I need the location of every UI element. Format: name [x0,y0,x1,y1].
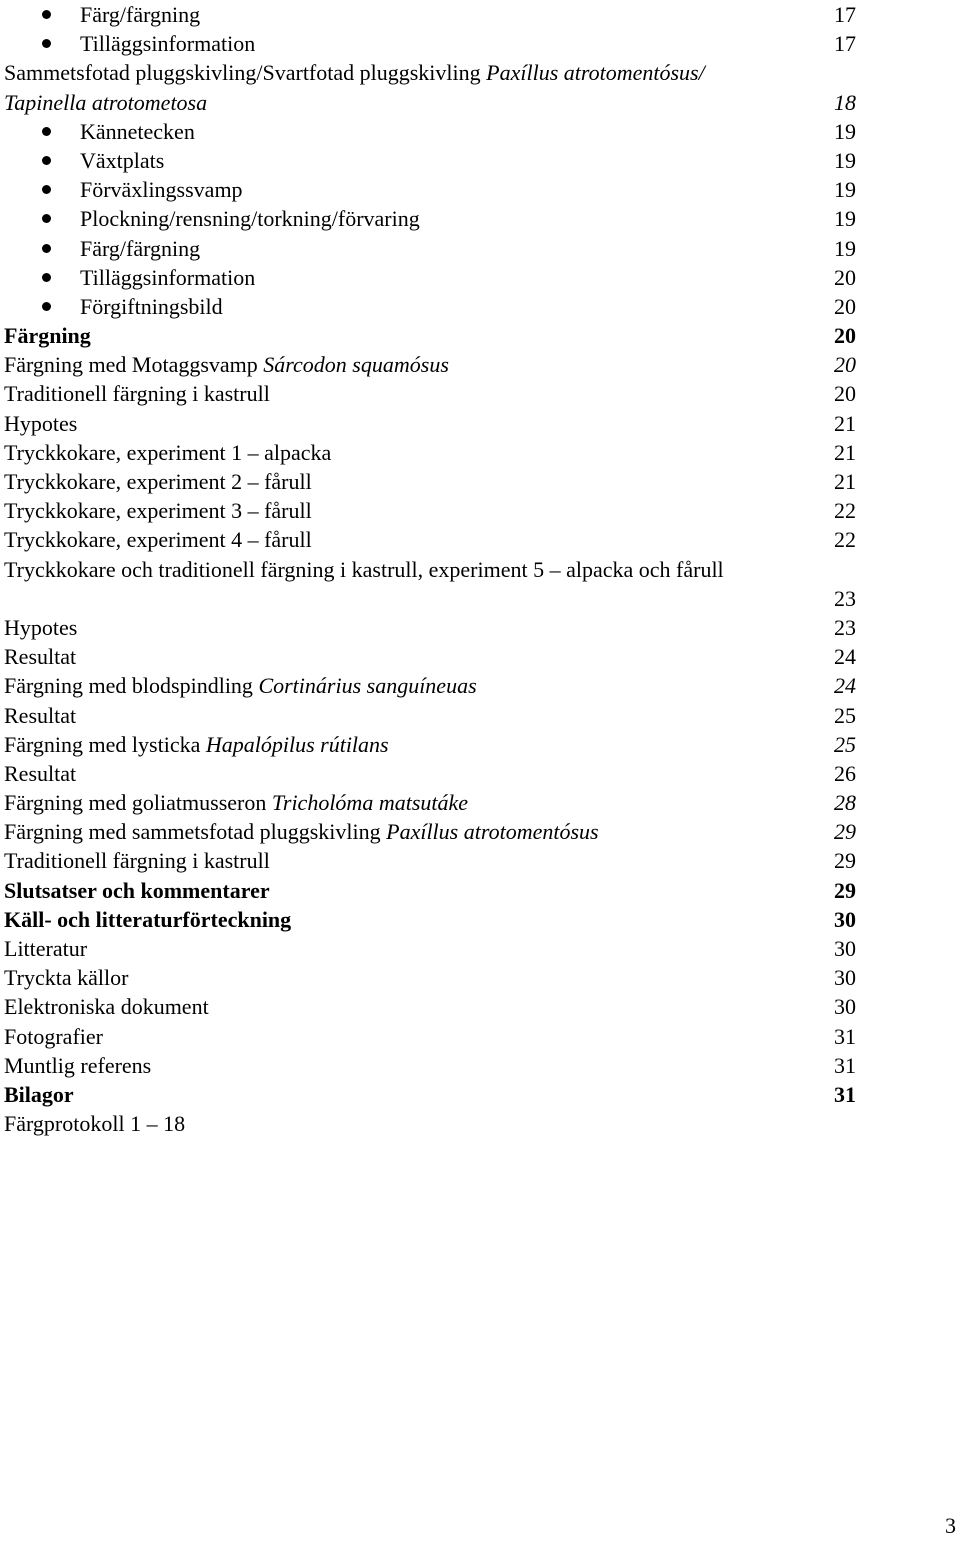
toc-entry [4,234,856,263]
toc-entry-text: Växtplats [80,147,165,173]
toc-entry [4,934,856,963]
toc-page-number: 19 [834,147,856,173]
toc-entry-text: Tryckkokare och traditionell färgning i kastrull, experiment 5 – alpacka och fårull [4,556,724,582]
toc-page-number: 30 [834,906,856,932]
toc-page-number: 19 [834,118,856,144]
toc-entry-title [4,992,209,1021]
bullet-icon [42,214,51,223]
toc-entry [4,992,856,1021]
toc-entry [4,467,856,496]
toc-entry-text: Tilläggsinformation [80,31,256,57]
toc-entry [4,175,856,204]
toc-entry-text: Hypotes [4,410,78,436]
toc-entry-title [4,701,76,730]
toc-entry-text: Traditionell färgning i kastrull [4,848,270,874]
toc-entry-text: Färgning med sammetsfotad pluggskivling [4,819,387,845]
toc-entry [4,496,856,525]
toc-entry [4,1080,856,1109]
toc-entry [4,730,856,759]
toc-entry-title [4,467,312,496]
toc-entry [4,846,856,875]
toc-entry [4,204,856,233]
toc-entry [4,350,856,379]
toc-entry-title [4,1051,151,1080]
toc-entry-text: Litteratur [4,936,88,961]
toc-entry-title [4,438,331,467]
toc-page-number: 18 [834,89,856,115]
toc-entry-text: Tricholóma matsutáke [271,790,469,816]
toc-page-number: 24 [834,673,856,699]
toc-entry [4,438,856,467]
toc-entry-text: Färg/färgning [80,2,201,27]
toc-entry-title [4,934,87,963]
toc-page-number: 30 [834,965,856,991]
toc-page-number: 21 [834,469,856,494]
toc-entry [4,671,856,700]
toc-page-number: 23 [834,614,856,640]
toc-page-number: 28 [834,790,856,816]
toc-entry-title [4,788,468,817]
toc-page-number: 30 [834,936,856,961]
toc-entry [4,409,856,438]
toc-page-number: 19 [834,235,856,261]
toc-page-number: 30 [834,994,856,1020]
toc-entry-text: Resultat [4,702,77,728]
toc-page-number: 20 [834,264,856,290]
toc-entry-text: Resultat [4,760,77,786]
toc-page-number: 26 [834,760,856,786]
toc-entry-text: Fotografier [4,1023,103,1049]
toc-entry-title [4,846,270,875]
toc-entry-line [4,58,856,87]
bullet-icon [42,39,51,48]
toc-entry [4,613,856,642]
toc-page-number: 21 [834,410,856,436]
toc-entry [4,642,856,671]
toc-entry-title [4,1080,74,1109]
toc-entry-title [4,905,291,934]
toc-entry [4,701,856,730]
toc-entry-title [4,642,76,671]
toc-entry-title [80,292,223,321]
toc-entry-text: Sárcodon squamósus [263,352,449,378]
toc-entry [4,788,856,817]
toc-entry [4,963,856,992]
toc-page-number: 31 [834,1081,856,1107]
toc-entry [4,817,856,846]
toc-entry-title [80,29,255,58]
toc-page-number: 23 [834,585,856,611]
toc-entry [4,0,856,29]
bullet-icon [42,127,51,136]
toc-page-number: 20 [834,381,856,407]
toc-entry [4,292,856,321]
toc-page-number: 24 [834,644,856,670]
toc-entry [4,321,856,350]
toc-entry-title [4,730,389,759]
toc-entry-title [4,409,77,438]
table-of-contents [4,0,856,1138]
bullet-icon [42,185,51,194]
toc-entry-text: Käll- och litteraturförteckning [4,906,292,932]
toc-entry-text: Förväxlingssvamp [80,177,243,203]
toc-entry [4,525,856,554]
toc-entry-text: Resultat [4,644,77,670]
toc-entry-title [4,321,91,350]
toc-entry-text: Hypotes [4,614,78,640]
toc-page-number: 19 [834,177,856,203]
bullet-icon [42,156,51,165]
toc-entry-text: Färgning med lysticka [4,731,206,757]
bullet-icon [42,10,51,19]
toc-entry-title [80,204,420,233]
toc-page-number: 31 [834,1023,856,1049]
toc-entry-title [4,613,77,642]
toc-entry-text: Paxíllus atrotomentósus [386,819,599,845]
toc-page-number: 17 [834,2,856,27]
toc-entry [4,146,856,175]
toc-entry-title [4,1109,185,1138]
toc-entry-title [4,963,128,992]
bullet-icon [42,273,51,282]
toc-entry-text: Hapalópilus rútilans [205,731,389,757]
toc-entry-text: Tapinella atrotometosa [4,89,208,115]
toc-entry-text: Tryckta källor [4,965,129,991]
toc-entry-text: Färgning med goliatmusseron [4,790,272,816]
toc-entry-text: Färgning [4,323,91,349]
toc-entry [4,759,856,788]
toc-entry-title [4,525,312,554]
toc-entry [4,58,856,116]
toc-entry-line [4,88,856,117]
toc-entry-title [4,496,312,525]
toc-page-number: 29 [834,848,856,874]
toc-entry-title [80,234,200,263]
toc-entry [4,117,856,146]
toc-entry-text: Paxíllus atrotomentósus/ [486,60,705,86]
toc-entry-title [80,0,200,29]
toc-entry-text: Tryckkokare, experiment 2 – fårull [4,469,312,494]
toc-page-number: 22 [834,527,856,553]
toc-entry-text: Förgiftningsbild [80,293,223,319]
toc-entry [4,876,856,905]
toc-entry-title [4,671,477,700]
toc-entry-text: Elektroniska dokument [4,994,209,1020]
toc-entry-text: Cortinárius sanguíneuas [258,673,477,699]
toc-page-number: 19 [834,206,856,232]
toc-page-number: 17 [834,31,856,57]
toc-page-number: 20 [834,352,856,378]
toc-entry-title [4,1022,103,1051]
toc-page-number: 29 [834,877,856,903]
toc-page-number: 31 [834,1052,856,1078]
toc-entry [4,29,856,58]
toc-entry-title [80,117,195,146]
toc-entry-line [4,555,856,584]
toc-entry-text: Färgning med Motaggsvamp [4,352,264,378]
toc-entry-title [80,146,164,175]
toc-page-number: 20 [834,293,856,319]
toc-entry-title [80,263,255,292]
toc-entry-text: Slutsatser och kommentarer [4,877,270,903]
toc-entry-text: Tryckkokare, experiment 3 – fårull [4,498,312,524]
toc-entry-text: Plockning/rensning/torkning/förvaring [80,206,420,232]
toc-entry-text: Färgning med blodspindling [4,673,259,699]
toc-entry-text: Färgprotokoll 1 – 18 [4,1111,186,1137]
toc-page-number: 22 [834,498,856,524]
toc-entry-title [4,876,270,905]
toc-entry-text: Traditionell färgning i kastrull [4,381,270,407]
bullet-icon [42,244,51,253]
toc-page-number: 20 [834,323,856,349]
toc-entry [4,1022,856,1051]
toc-entry [4,555,856,613]
toc-entry [4,263,856,292]
toc-entry-line [4,584,856,613]
toc-page-number: 25 [834,702,856,728]
toc-entry-title [4,350,449,379]
toc-entry [4,905,856,934]
toc-entry-text: Tryckkokare, experiment 1 – alpacka [4,439,332,465]
toc-page-number: 29 [834,819,856,845]
toc-entry-title [80,175,243,204]
toc-entry-title [4,817,599,846]
toc-page-number: 21 [834,439,856,465]
toc-entry-text: Tryckkokare, experiment 4 – fårull [4,527,312,553]
toc-entry-text: Kännetecken [80,118,195,144]
toc-entry-text: Bilagor [4,1081,74,1107]
toc-entry-text: Färg/färgning [80,235,201,261]
toc-entry-title [4,759,76,788]
toc-entry-title [4,379,270,408]
toc-entry [4,1051,856,1080]
toc-entry-text: Tilläggsinformation [80,264,256,290]
page-number: 3 [945,1513,956,1538]
toc-entry [4,379,856,408]
toc-entry-text: Sammetsfotad pluggskivling/Svartfotad pluggskivling [4,60,487,86]
bullet-icon [42,302,51,311]
toc-entry [4,1109,856,1138]
toc-page-number: 25 [834,731,856,757]
toc-entry-text: Muntlig referens [4,1052,152,1078]
